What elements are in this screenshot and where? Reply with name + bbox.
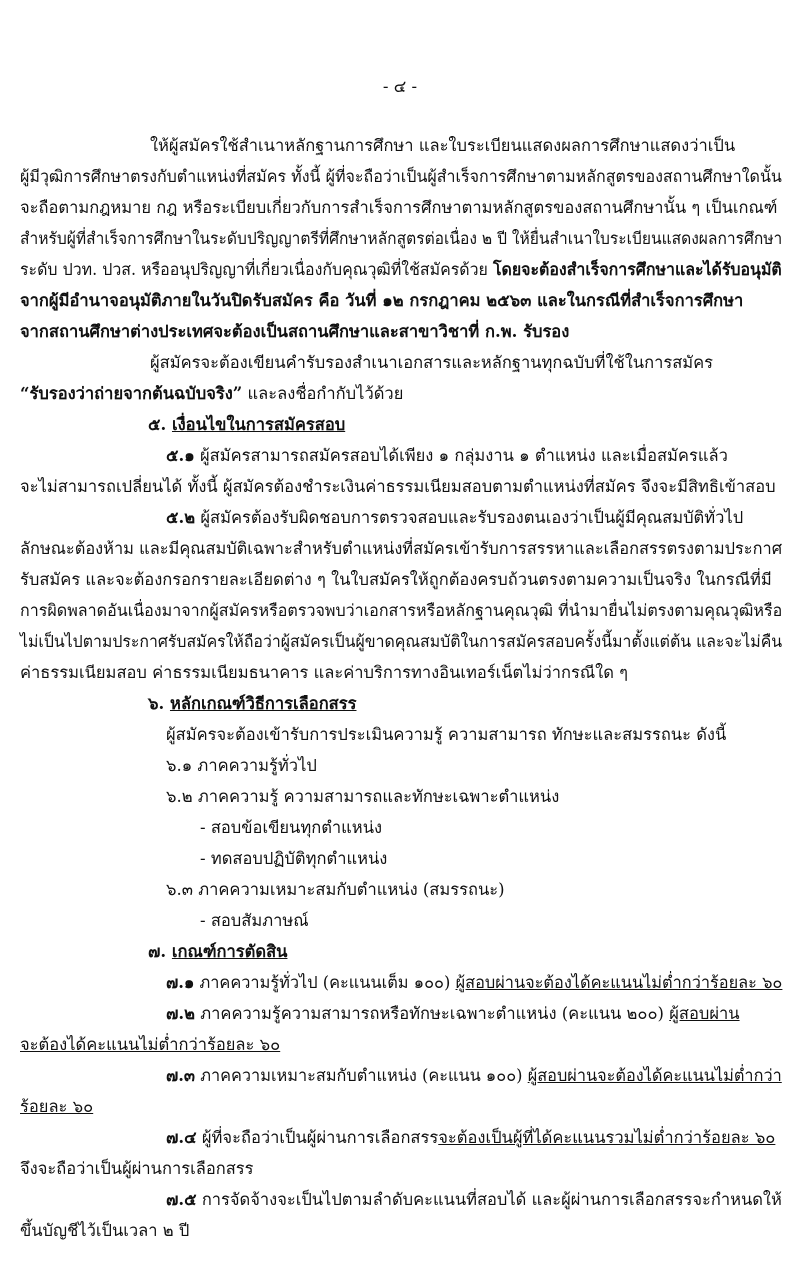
item-number: ๕.๒ — [166, 508, 196, 527]
item-text: ภาคความรู้ทั่วไป (คะแนนเต็ม ๑๐๐) — [194, 973, 456, 992]
heading-number: ๖. — [148, 694, 170, 713]
item-7-4 — [166, 1127, 775, 1149]
certify-rest: และลงชื่อกำกับไว้ด้วย — [242, 384, 404, 403]
pass-criterion: ร้อยละ ๖๐ — [20, 1097, 94, 1116]
item-5-2-line: การผิดพลาดอันเนื่องมาจากผู้สมัครหรือตรวจพบว่าเอกสารหรือหลักฐานคุณวุฒิ ที่นำมายื่นไม่ตรงตามคุณวุฒิหรือ — [20, 601, 783, 620]
item-number: ๗.๕ — [166, 1190, 197, 1209]
item-7-5-line: ขึ้นบัญชีไว้เป็นเวลา ๒ ปี — [20, 1221, 190, 1240]
page-number: - ๔ - — [382, 77, 418, 96]
pass-criterion: จะต้องเป็นผู้ที่ได้คะแนนรวมไม่ต่ำกว่าร้อยละ ๖๐ — [438, 1128, 776, 1147]
item-text: ภาคความรู้ความสามารถหรือทักษะเฉพาะตำแหน่ง (คะแนน ๒๐๐) — [195, 1004, 670, 1023]
item-number: ๗.๒ — [166, 1004, 196, 1023]
certify-line: ผู้สมัครจะต้องเขียนคำรับรองสำเนาเอกสารและหลักฐานทุกฉบับที่ใช้ในการสมัคร — [150, 353, 714, 372]
item-text: การจัดจ้างจะเป็นไปตามลำดับคะแนนที่สอบได้ และผู้ผ่านการเลือกสรรจะกำหนดให้ — [196, 1190, 782, 1209]
section-6-heading — [148, 693, 356, 715]
item-5-2-line: ค่าธรรมเนียมสอบ ค่าธรรมเนียมธนาคาร และค่าบริการทางอินเทอร์เน็ตไม่ว่ากรณีใด ๆ — [20, 663, 629, 682]
deadline-line: จากผู้มีอำนาจอนุมัติภายในวันปิดรับสมัคร คือ วันที่ ๑๒ กรกฎาคม ๒๕๖๓ และในกรณีที่สำเร็จการศึกษา — [20, 291, 744, 310]
pass-criterion: ผู้สอบผ่าน — [669, 1004, 740, 1023]
item-number: ๕.๑ — [166, 446, 195, 465]
item-5-2-line: ลักษณะต้องห้าม และมีคุณสมบัติเฉพาะสำหรับตำแหน่งที่สมัครเข้ารับการสรรหาและเลือกสรรตรงตามประกาศ — [20, 539, 783, 558]
foreign-institution-line: จากสถานศึกษาต่างประเทศจะต้องเป็นสถานศึกษาและสาขาวิชาที่ ก.พ. รับรอง — [20, 322, 570, 341]
item-6-2-sub: - ทดสอบปฏิบัติทุกตำแหน่ง — [200, 849, 388, 868]
item-number: ๗.๓ — [166, 1066, 196, 1085]
item-7-4-line: จึงจะถือว่าเป็นผู้ผ่านการเลือกสรร — [20, 1159, 254, 1178]
heading-text: เกณฑ์การตัดสิน — [171, 942, 288, 961]
pass-criterion: ผู้สอบผ่านจะต้องได้คะแนนไม่ต่ำกว่า — [527, 1066, 782, 1085]
item-number: ๗.๑ — [166, 973, 195, 992]
item-5-2-line: ไม่เป็นไปตามประกาศรับสมัครให้ถือว่าผู้สมัครเป็นผู้ขาดคุณสมบัติในการสมัครสอบครั้งนี้มาตั้งแต่ต้น และจะไม่คืน — [20, 632, 783, 651]
deadline-text: โดยจะต้องสำเร็จการศึกษาและได้รับอนุมัติ — [492, 260, 782, 279]
item-6-2-sub: - สอบข้อเขียนทุกตำแหน่ง — [200, 818, 383, 837]
paragraph-line — [20, 259, 782, 281]
heading-text: หลักเกณฑ์วิธีการเลือกสรร — [169, 694, 357, 713]
item-7-5 — [166, 1189, 782, 1211]
item-5-1-line: จะไม่สามารถเปลี่ยนได้ ทั้งนี้ ผู้สมัครต้องชำระเงินค่าธรรมเนียมสอบตามตำแหน่งที่สมัคร จึงจะมีสิทธิเข้าสอบ — [20, 477, 776, 496]
paragraph-text: ระดับ ปวท. ปวส. หรืออนุปริญญาที่เกี่ยวเนื่องกับคุณวุฒิที่ใช้สมัครด้วย — [20, 260, 493, 279]
paragraph-line: สำหรับผู้ที่สำเร็จการศึกษาในระดับปริญญาตรีที่ศึกษาหลักสูตรต่อเนื่อง ๒ ปี ให้ยื่นสำเนาใบระเบียนแสดงผลการศึกษา — [20, 229, 783, 248]
item-6-2: ๖.๒ ภาคความรู้ ความสามารถและทักษะเฉพาะตำแหน่ง — [166, 787, 560, 806]
certify-phrase: “รับรองว่าถ่ายจากต้นฉบับจริง” — [20, 384, 243, 403]
item-text: ผู้สมัครต้องรับผิดชอบการตรวจสอบและรับรองตนเองว่าเป็นผู้มีคุณสมบัติทั่วไป — [195, 508, 744, 527]
item-7-1 — [166, 972, 782, 994]
item-6-1: ๖.๑ ภาคความรู้ทั่วไป — [166, 756, 317, 775]
pass-criterion: จะต้องได้คะแนนไม่ต่ำกว่าร้อยละ ๖๐ — [20, 1035, 281, 1054]
item-6-3-sub: - สอบสัมภาษณ์ — [200, 911, 309, 930]
pass-criterion: ผู้สอบผ่านจะต้องได้คะแนนไม่ต่ำกว่าร้อยละ ๖๐ — [455, 973, 783, 992]
item-7-3 — [166, 1065, 782, 1087]
item-text: ผู้สมัครสามารถสมัครสอบได้เพียง ๑ กลุ่มงาน ๑ ตำแหน่ง และเมื่อสมัครแล้ว — [194, 446, 728, 465]
item-7-2 — [166, 1003, 740, 1025]
certify-line — [20, 383, 403, 405]
item-5-2-line — [166, 507, 743, 529]
item-text: ผู้ที่จะถือว่าเป็นผู้ผ่านการเลือกสรร — [196, 1128, 439, 1147]
heading-text: เงื่อนไขในการสมัครสอบ — [171, 415, 346, 434]
item-text: ภาคความเหมาะสมกับตำแหน่ง (คะแนน ๑๐๐) — [195, 1066, 528, 1085]
section-7-heading — [148, 941, 287, 963]
item-6-3: ๖.๓ ภาคความเหมาะสมกับตำแหน่ง (สมรรถนะ) — [166, 880, 505, 899]
item-number: ๗.๔ — [166, 1128, 197, 1147]
item-5-1-line — [166, 445, 728, 467]
section-6-intro: ผู้สมัครจะต้องเข้ารับการประเมินความรู้ ความสามารถ ทักษะและสมรรถนะ ดังนี้ — [166, 725, 727, 744]
paragraph-line: ให้ผู้สมัครใช้สำเนาหลักฐานการศึกษา และใบระเบียนแสดงผลการศึกษาแสดงว่าเป็น — [150, 136, 736, 155]
paragraph-line: จะถือตามกฎหมาย กฎ หรือระเบียบเกี่ยวกับการสำเร็จการศึกษาตามหลักสูตรของสถานศึกษานั้น ๆ เป็นเกณฑ์ — [20, 198, 778, 217]
heading-number: ๗. — [148, 942, 172, 961]
item-5-2-line: รับสมัคร และจะต้องกรอกรายละเอียดต่าง ๆ ในใบสมัครให้ถูกต้องครบถ้วนตรงตามความเป็นจริง ในกรณีที่มี — [20, 570, 772, 589]
heading-number: ๕. — [148, 415, 172, 434]
paragraph-line: ผู้มีวุฒิการศึกษาตรงกับตำแหน่งที่สมัคร ทั้งนี้ ผู้ที่จะถือว่าเป็นผู้สำเร็จการศึกษาตามหลักสูตรของสถานศึกษาใดนั้น — [20, 167, 782, 186]
section-5-heading — [148, 414, 345, 436]
